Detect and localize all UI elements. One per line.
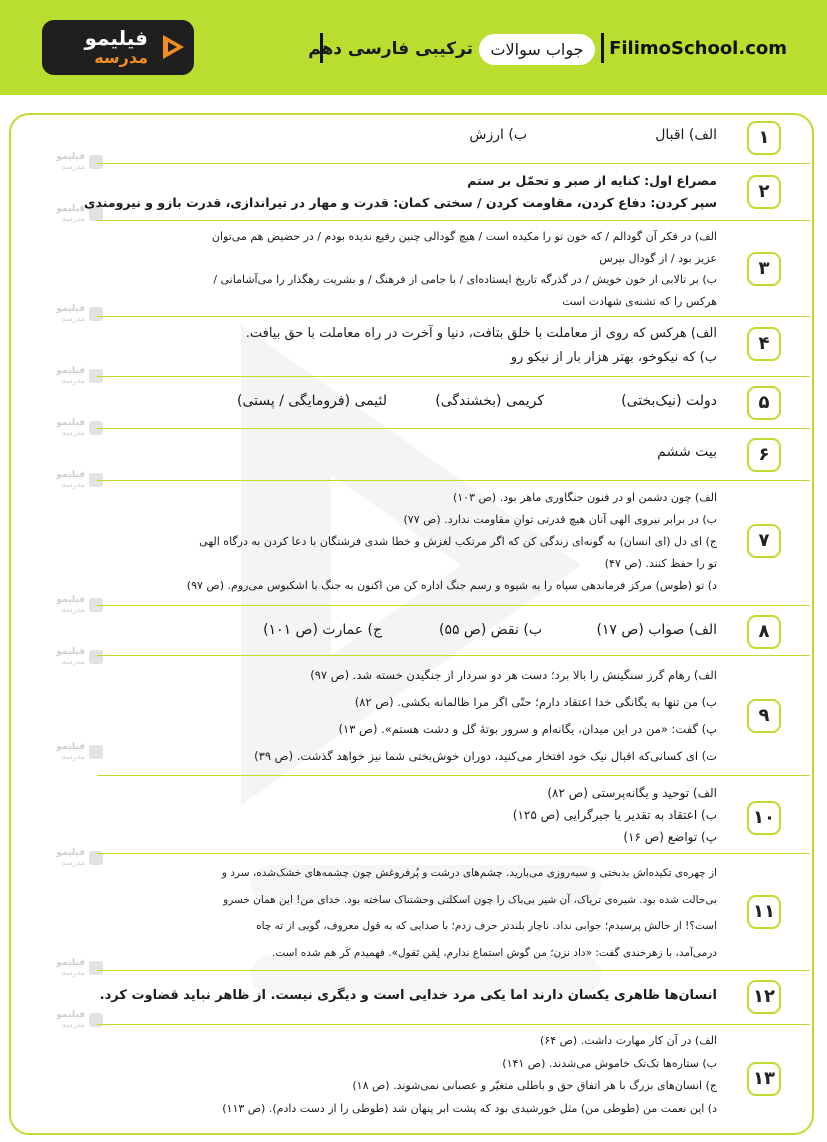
watermark: فیلیمو مدرسه: [38, 152, 103, 174]
header-title: ترکیبی فارسی دهم: [308, 39, 473, 59]
watermark-play-icon: [89, 307, 103, 321]
divider: [97, 655, 810, 656]
divider: [97, 376, 810, 377]
answer-item: الف) صواب (ص ۱۷): [596, 622, 717, 638]
answer-text: انسان‌ها ظاهری یکسان دارند اما یکی مرد خدایی است و دیگری نیست. از ظاهر نباید قضاوت کرد.: [99, 988, 717, 1003]
divider: [97, 775, 810, 776]
divider: [97, 970, 810, 971]
answer-number: ۹: [747, 699, 781, 733]
answer-item: ج) عمارت (ص ۱۰۱): [263, 622, 382, 638]
answer-number: ۱۱: [747, 895, 781, 929]
answer-text: الف) توحید و یگانه‌پرستی (ص ۸۲) ب) اعتقاد به تقدیر یا جبرگرایی (ص ۱۲۵) پ) تواضع (ص ۱۶): [512, 786, 717, 844]
page-header: [0, 0, 827, 95]
divider: [97, 316, 810, 317]
answer-item: کریمی (بخشندگی): [435, 393, 544, 409]
filimo-school-logo[interactable]: [42, 20, 194, 75]
answer-number: ۱: [747, 121, 781, 155]
divider: [97, 163, 810, 164]
answer-text: مصراع اول: کنایه از صبر و تحمّل بر ستم سپر کردن: دفاع کردن، مقاومت کردن / سختی کمان: قدرت و مهار در تیراندازی، قدرت بازو و نیرومندی: [84, 173, 717, 210]
watermark: فیلیمو مدرسه: [38, 595, 103, 617]
answer-number: ۴: [747, 327, 781, 361]
watermark-play-icon: [89, 961, 103, 975]
watermark: فیلیمو مدرسه: [38, 958, 103, 980]
header-badge: جواب سوالات: [479, 34, 595, 65]
watermark: فیلیمو مدرسه: [38, 647, 103, 669]
watermark: فیلیمو مدرسه: [38, 418, 103, 440]
answer-number: ۶: [747, 438, 781, 472]
watermark: فیلیمو مدرسه: [38, 304, 103, 326]
watermark: فیلیمو مدرسه: [38, 1010, 103, 1032]
answer-item: ب) نقض (ص ۵۵): [438, 622, 542, 638]
logo-text-madrese: مدرسه: [94, 48, 148, 67]
watermark: فیلیمو مدرسه: [38, 470, 103, 492]
answer-number: ۷: [747, 524, 781, 558]
watermark-play-icon: [89, 745, 103, 759]
divider: [97, 220, 810, 221]
answer-number: ۲: [747, 175, 781, 209]
divider: [97, 1024, 810, 1025]
watermark: فیلیمو مدرسه: [38, 848, 103, 870]
answer-text: از چهره‌ی تکیده‌اش بدبختی و سیه‌روزی می‌بارید. چشم‌های درشت و پُرفروغش چون چشمه‌های خشک‌شده، سرد و بی‌حالت شده بود. شیره‌ی تریاک، آن شیر بی‌باک را چون اسکلتی وحشتناک ساخته بود. خدای من! این همان خسرو است؟! از حالش پرسیدم؛ جوابی نداد. ناچار بلندتر حرف زدم؛ با صدایی که به قول معروف، گویی از ته چاه درمی‌آمد، با زهرخندی گفت: «داد نزن؛ من گوش استماع ندارم، لِمَن تَقول». فهمیدم کَر هم شده است.: [221, 867, 717, 959]
answer-text: الف) در آن کار مهارت داشت. (ص ۶۴) ب) ستاره‌ها تک‌تک خاموش می‌شدند. (ص ۱۴۱) ج) انسان‌های بزرگ با هر اتفاق حق و باطلی متغیّر و عصبانی نمی‌شوند. (ص ۱۸) د) این نعمت من (طوطی من) مثل خورشیدی بود که پشت ابر پنهان شد (طوطی را از دست دادم). (ص ۱۱۳): [222, 1034, 717, 1115]
divider: [97, 428, 810, 429]
watermark-play-icon: [89, 650, 103, 664]
logo-text-filimo: فیلیمو: [84, 26, 148, 50]
answer-text: الف) چون دشمن او در فنون جنگاوری ماهر بود. (ص ۱۰۳) ب) در برابر نیروی الهی آنان هیچ قدرتی توانِ مقاومت ندارد. (ص ۷۷) ج) ای دل (ای انسان) به گونه‌ای زندگی کن که اگر مرتکب لغزش و خطا شدی فرشتگان با دعا کردن به درگاه الهی تو را حفظ کنند. (ص ۴۷) د) تو (طوس) مرکز فرماندهی سپاه را به شیوه و رسم جنگ اداره کن من اکنون به جنگ با اشکبوس می‌روم. (ص ۹۷): [186, 491, 717, 592]
watermark-play-icon: [89, 155, 103, 169]
answer-item: لئیمی (فرومایگی / پستی): [237, 393, 387, 409]
answer-text: بیت ششم: [657, 444, 717, 460]
play-pencil-icon: [160, 33, 186, 61]
answer-text: الف) در فکر آن گودالم / که خون تو را مکیده است / هیچ گودالی چنین رفیع ندیده بودم / در حضیض هم می‌توان عزیز بود / از گودال بپرس ب) بر تالابی از خون خویش / در گذرگه تاریخ ایستاده‌ای / با جامی از فرهنگ / و بشریت رهگذار را می‌آشامانی / هرکس را که تشنه‌ی شهادت است: [211, 230, 717, 308]
site-url[interactable]: FilimoSchool.com: [609, 38, 787, 59]
answer-text: الف) رهام گرز سنگینش را بالا برد؛ دست هر دو سردار از جنگیدن خسته شد. (ص ۹۷) ب) من تنها به یگانگی خدا اعتقاد دارم؛ حتّی اگر مرا ظالمانه بکشی. (ص ۸۲) پ) گفت: «من در این میدان، یگانه‌ام و سرور بوتهٔ گل و دشت هستم». (ص ۱۳) ت) ای کسانی‌که اقبال نیک خود افتخار می‌کنید، دوران خوش‌بختی شما نیز خواهد گذشت. (ص ۳۹): [254, 668, 717, 763]
divider: [97, 605, 810, 606]
header-divider: [601, 33, 604, 63]
answer-item: الف) اقبال: [655, 127, 717, 143]
answer-number: ۸: [747, 615, 781, 649]
watermark: فیلیمو مدرسه: [38, 742, 103, 764]
answer-number: ۱۰: [747, 801, 781, 835]
answer-number: ۳: [747, 252, 781, 286]
watermark: فیلیمو مدرسه: [38, 204, 103, 226]
answer-text: الف) هرکس که روی از معاملت با خلق بتافت، دنیا و آخرت در راه معاملت با حق بیافت. ب) که نیکوخو، بهتر هزار بار از نیکو رو: [245, 326, 717, 365]
watermark: فیلیمو مدرسه: [38, 366, 103, 388]
divider: [97, 853, 810, 854]
answer-number: ۵: [747, 386, 781, 420]
answer-number: ۱۳: [747, 1062, 781, 1096]
answer-number: ۱۲: [747, 980, 781, 1014]
answer-item: ب) ارزش: [469, 127, 527, 143]
divider: [97, 480, 810, 481]
answer-item: دولت (نیک‌بختی): [621, 393, 717, 409]
